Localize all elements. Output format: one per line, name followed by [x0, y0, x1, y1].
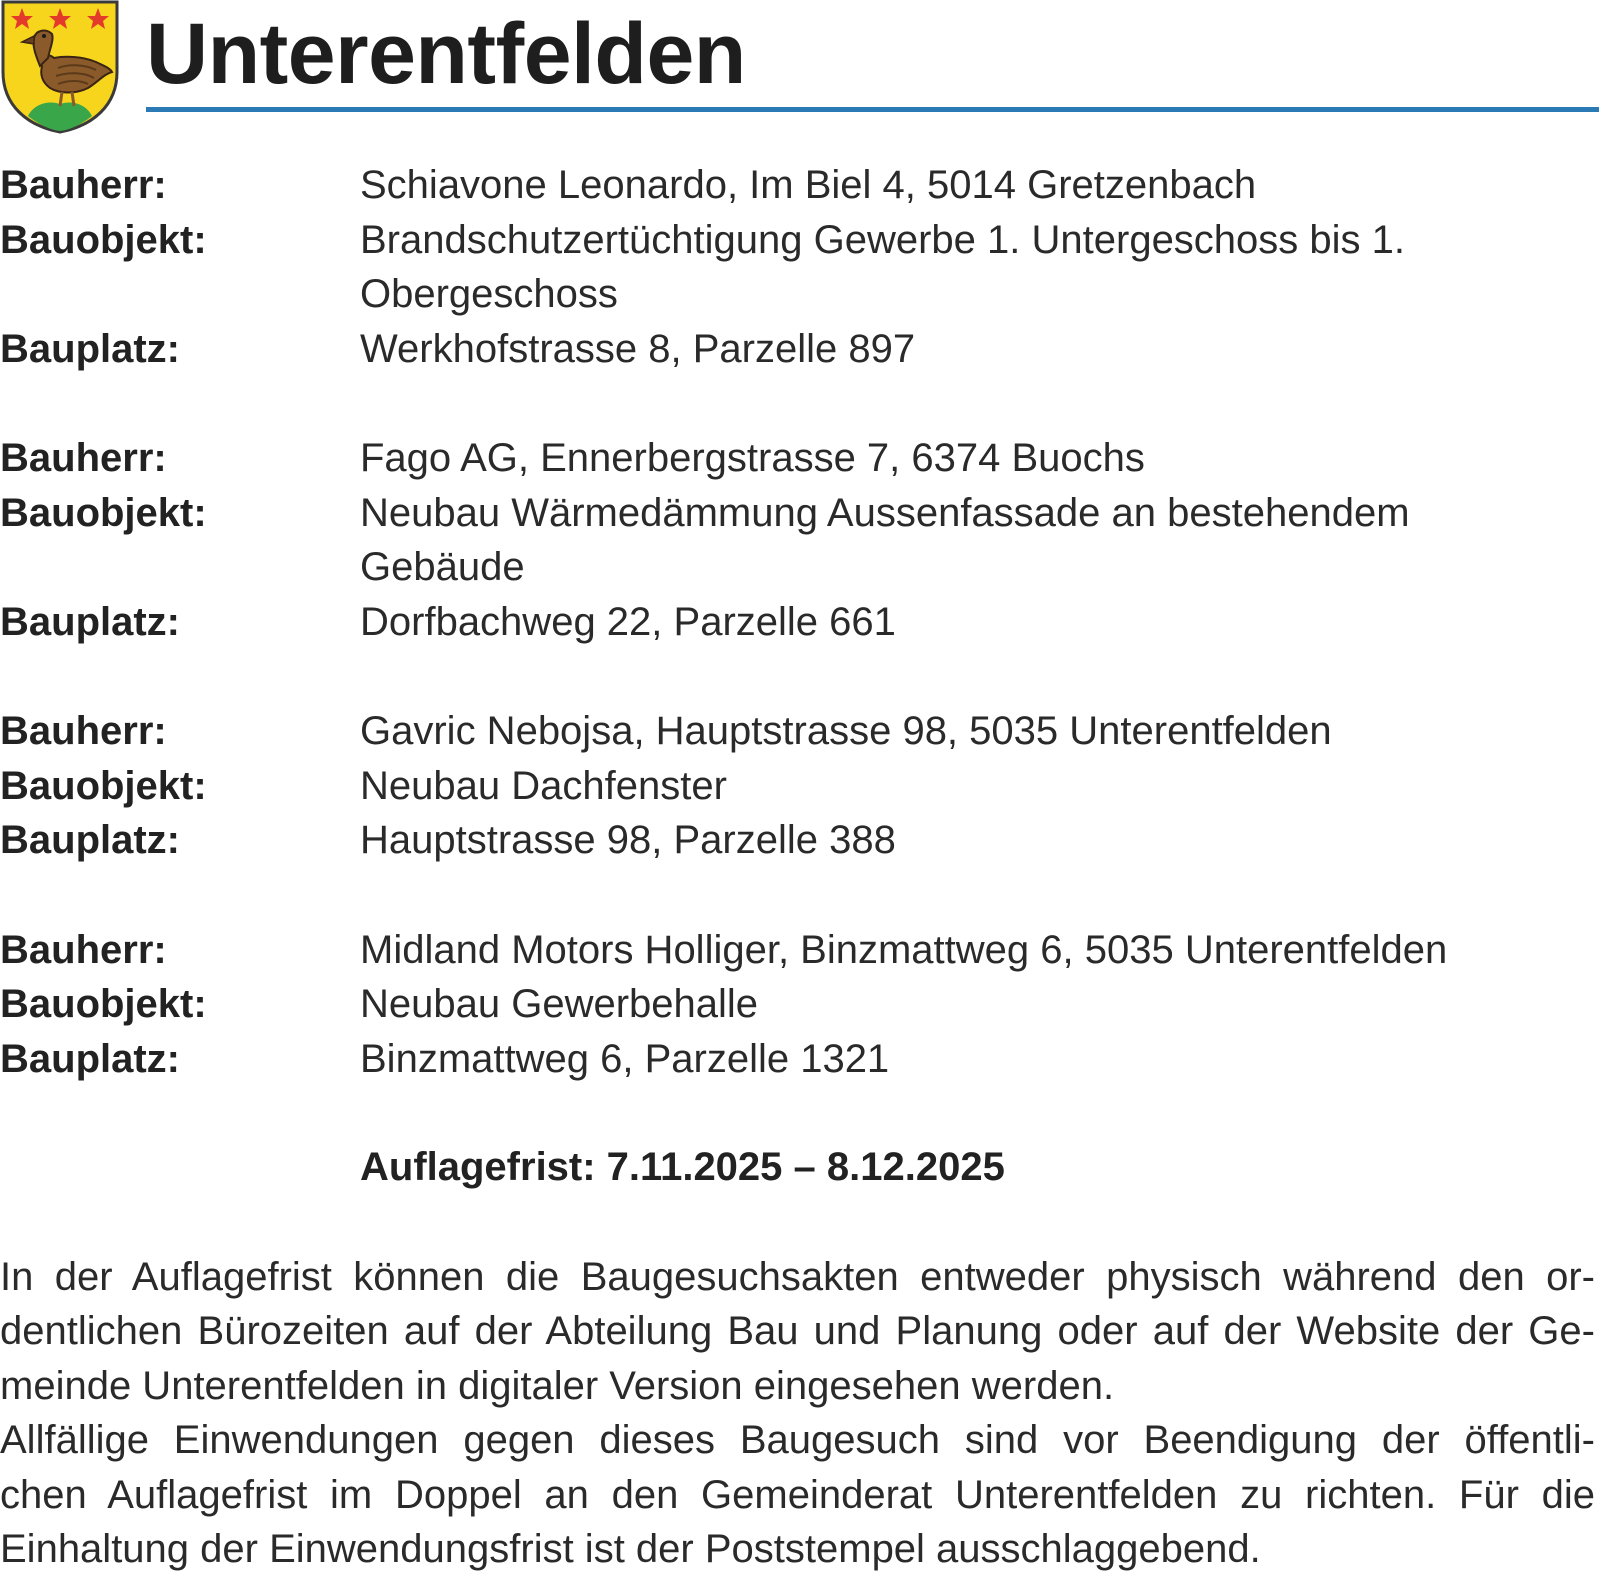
bauobjekt-label: Bauobjekt:: [0, 490, 207, 535]
notice-line: Einhaltung der Einwendungsfrist ist der Poststempel ausschlaggebend.: [0, 1527, 1261, 1572]
bauobjekt-row: [0, 213, 1599, 322]
bauobjekt-row: [0, 977, 1599, 1032]
application-entry: [0, 431, 1599, 649]
building-applications-list: [0, 158, 1599, 1141]
notice-line: In der Auflagefrist können die Baugesuchsakten entweder physisch während den or-: [0, 1255, 1595, 1299]
bauplatz-label: Bauplatz:: [0, 818, 180, 862]
notice-line: Allfällige Einwendungen gegen dieses Baugesuch sind vor Beendigung der öffentli-: [0, 1418, 1595, 1463]
bauherr-value: Fago AG, Ennerbergstrasse 7, 6374 Buochs: [360, 436, 1145, 480]
bauherr-label: Bauherr:: [0, 436, 167, 480]
notice-paragraph-inspection: [0, 1250, 1595, 1413]
bauobjekt-row: [0, 759, 1599, 814]
application-entry: [0, 158, 1599, 376]
bauplatz-row: [0, 1032, 1599, 1087]
bauherr-row: [0, 923, 1599, 978]
bauherr-value: Schiavone Leonardo, Im Biel 4, 5014 Gretzenbach: [360, 163, 1257, 207]
bauplatz-row: [0, 322, 1599, 377]
notice-line: dentlichen Bürozeiten auf der Abteilung Bau und Planung oder auf der Website der Ge-: [0, 1309, 1595, 1354]
header: [0, 0, 1599, 140]
bauplatz-value: Dorfbachweg 22, Parzelle 661: [360, 599, 896, 644]
bauobjekt-value: Neubau Wärmedämmung Aussenfassade an bestehendem Gebäude: [360, 490, 1410, 589]
application-entry: [0, 923, 1599, 1087]
bauherr-row: [0, 158, 1599, 213]
bauobjekt-row: [0, 486, 1599, 595]
bauobjekt-label: Bauobjekt:: [0, 763, 207, 808]
bauplatz-label: Bauplatz:: [0, 599, 180, 644]
bauobjekt-value: Neubau Gewerbehalle: [360, 982, 759, 1026]
notice-text: [0, 1250, 1595, 1576]
bauplatz-value: Hauptstrasse 98, Parzelle 388: [360, 818, 896, 862]
notice-line: meinde Unterentfelden in digitaler Version eingesehen werden.: [0, 1363, 1115, 1408]
coat-of-arms-duck-icon: [0, 0, 122, 134]
bauherr-label: Bauherr:: [0, 927, 167, 972]
bauplatz-label: Bauplatz:: [0, 326, 180, 371]
bauobjekt-label: Bauobjekt:: [0, 982, 207, 1026]
bauplatz-row: [0, 813, 1599, 868]
bauherr-value: Midland Motors Holliger, Binzmattweg 6, 5035 Unterentfelden: [360, 927, 1448, 972]
notice-line: chen Auflagefrist im Doppel an den Gemeinderat Unterentfelden zu richten. Für die: [0, 1472, 1595, 1517]
bauobjekt-value: Neubau Dachfenster: [360, 763, 727, 808]
title-underline: [146, 107, 1599, 112]
bauobjekt-value: Brandschutzertüchtigung Gewerbe 1. Untergeschoss bis 1. Obergeschoss: [360, 217, 1406, 316]
bauherr-label: Bauherr:: [0, 163, 167, 207]
notice-paragraph-objections: [0, 1413, 1595, 1576]
bauherr-row: [0, 704, 1599, 759]
bauplatz-value: Werkhofstrasse 8, Parzelle 897: [360, 326, 916, 371]
bauplatz-value: Binzmattweg 6, Parzelle 1321: [360, 1036, 890, 1081]
bauherr-row: [0, 431, 1599, 486]
bauherr-label: Bauherr:: [0, 709, 167, 753]
application-entry: [0, 704, 1599, 868]
bauobjekt-label: Bauobjekt:: [0, 217, 207, 262]
deadline-text: Auflagefrist: 7.11.2025 – 8.12.2025: [360, 1145, 1005, 1189]
page-title: Unterentfelden: [146, 6, 746, 102]
bauplatz-row: [0, 595, 1599, 650]
bauplatz-label: Bauplatz:: [0, 1036, 180, 1081]
bauherr-value: Gavric Nebojsa, Hauptstrasse 98, 5035 Unterentfelden: [360, 709, 1332, 753]
